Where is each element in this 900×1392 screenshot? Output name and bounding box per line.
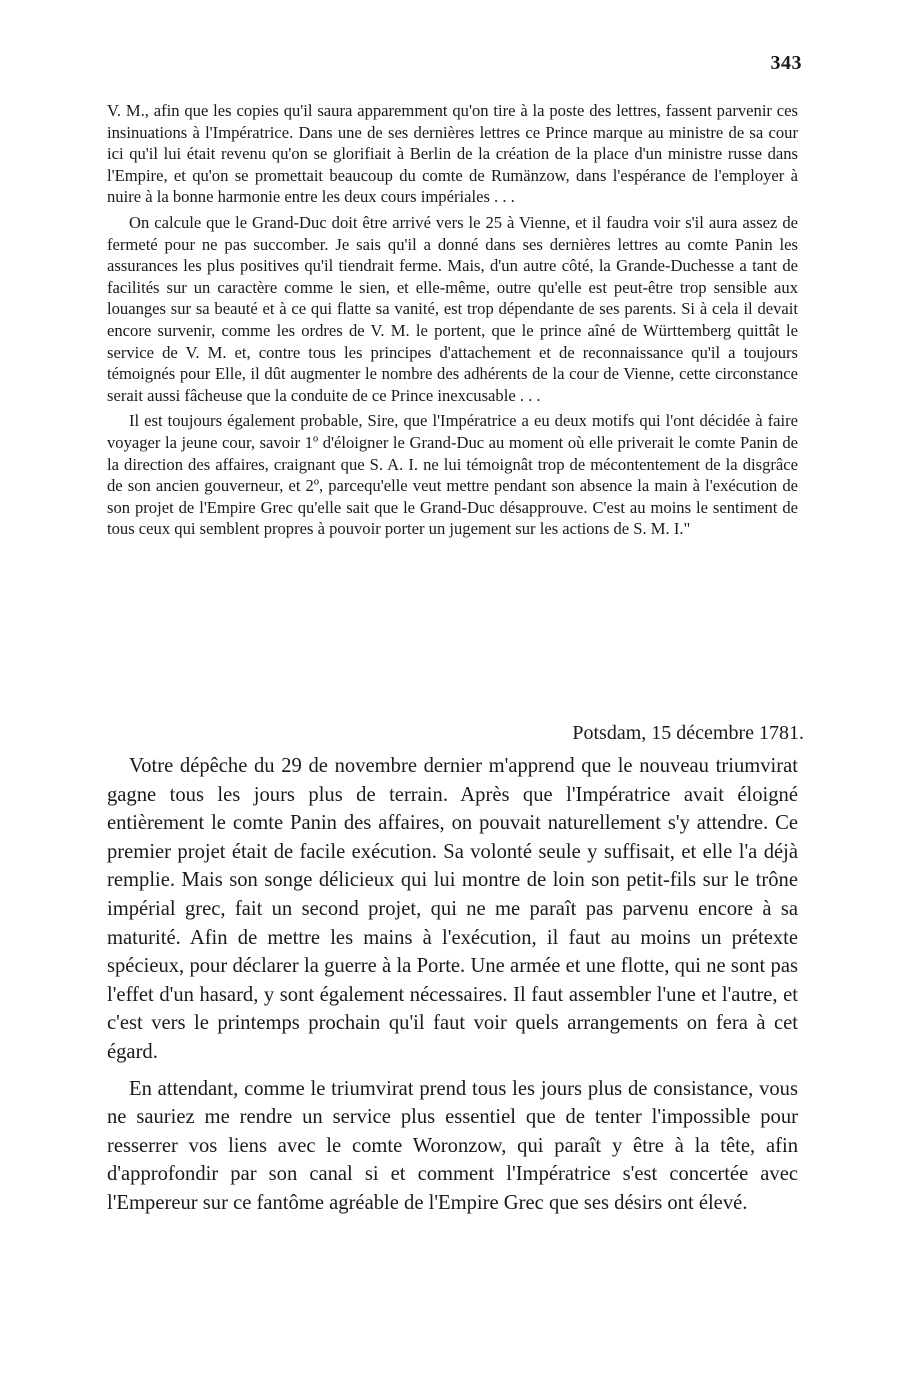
letter-paragraph: En attendant, comme le triumvirat prend tous les jours plus de consistance, vous ne sauriez me rendre un service plus essentiel que de tenter l'impossible pour resserrer vos liens avec le comte Woronzow, qui paraît y être à la tête, afin d'approfondir par son canal si et comment l'Impératrice s'est concertée avec l'Empereur sur ce fantôme agréable de l'Empire Grec que ses désirs ont élevé. — [107, 1077, 798, 1214]
quote-paragraph: On calcule que le Grand-Duc doit être arrivé vers le 25 à Vienne, et il faudra voir s'il aura assez de fermeté pour ne pas succomber. Je sais qu'il a donné dans ses dernières lettres au comte Panin les assurances les plus positives qu'il tiendrait ferme. Mais, d'un autre côté, la Grande-Duchesse a tant de facilités sur un caractère comme le sien, et elle-même, outre qu'elle est peut-être trop sensible aux louanges sur sa beauté et à ce qui flatte sa vanité, est trop dépendante de ses parents. Si à cela il devait encore survenir, comme les ordres de V. M. le portent, que le prince aîné de Württemberg quittât le service de V. M. et, contre tous les principes d'attachement et de reconnaissance qu'il a toujours témoignés pour Elle, il dût augmenter le nombre des adhérents de la cour de Vienne, cette circonstance serait aussi fâcheuse que la conduite de ce Prince inexcusable . . . — [107, 212, 798, 405]
letter-dateline: Potsdam, 15 décembre 1781. — [572, 722, 804, 744]
quoted-dispatch-excerpt — [107, 100, 798, 544]
page-number: 343 — [770, 52, 802, 74]
quote-paragraph: Il est toujours également probable, Sire, que l'Impératrice a eu deux motifs qui l'ont décidée à faire voyager la jeune cour, savoir 1º d'éloigner le Grand-Duc au moment où elle priverait le comte Panin de la direction des affaires, craignant que S. A. I. ne lui témoignât trop de mécontentement de la disgrâce de son ancien gouverneur, et 2º, parcequ'elle veut mettre pendant son absence la main à l'exécution de son projet de l'Empire Grec qu'elle sait que le Grand-Duc désapprouve. C'est au moins le sentiment de tous ceux qui semblent propres à pouvoir porter un jugement sur les actions de S. M. I." — [107, 411, 798, 539]
letter-paragraph: Votre dépêche du 29 de novembre dernier m'apprend que le nouveau triumvirat gagne tous les jours plus de terrain. Après que l'Impératrice avait éloigné entièrement le comte Panin des affaires, on pouvait naturellement s'y attendre. Ce premier projet était de facile exécution. Sa volonté seule y suffisait, et elle l'a déjà remplie. Mais son songe délicieux qui lui montre de loin son petit-fils sur le trône impérial grec, fait un second projet, qui ne me paraît pas parvenu encore à sa maturité. Afin de mettre les mains à l'exécution, il faut au moins un prétexte spécieux, pour déclarer la guerre à la Porte. Une armée et une flotte, qui ne sont pas l'effet d'un hasard, y sont également nécessaires. Il faut assembler l'une et l'autre, et c'est vers le printemps prochain qu'il faut voir quels arrangements on fera à cet égard. — [107, 755, 798, 1063]
quote-paragraph: V. M., afin que les copies qu'il saura apparemment qu'on tire à la poste des lettres, fassent parvenir ces insinuations à l'Impératrice. Dans une de ses dernières lettres ce Prince marque au ministre de sa cour ici qu'il lui était revenu qu'on se glorifiait à Berlin de la création de la place d'un ministre russe dans l'Empire, et qu'on se promettait beaucoup du comte de Rumänzow, dans l'espérance de l'employer à nuire à la bonne harmonie entre les deux cours impériales . . . — [107, 101, 798, 207]
letter-body — [107, 752, 798, 1226]
